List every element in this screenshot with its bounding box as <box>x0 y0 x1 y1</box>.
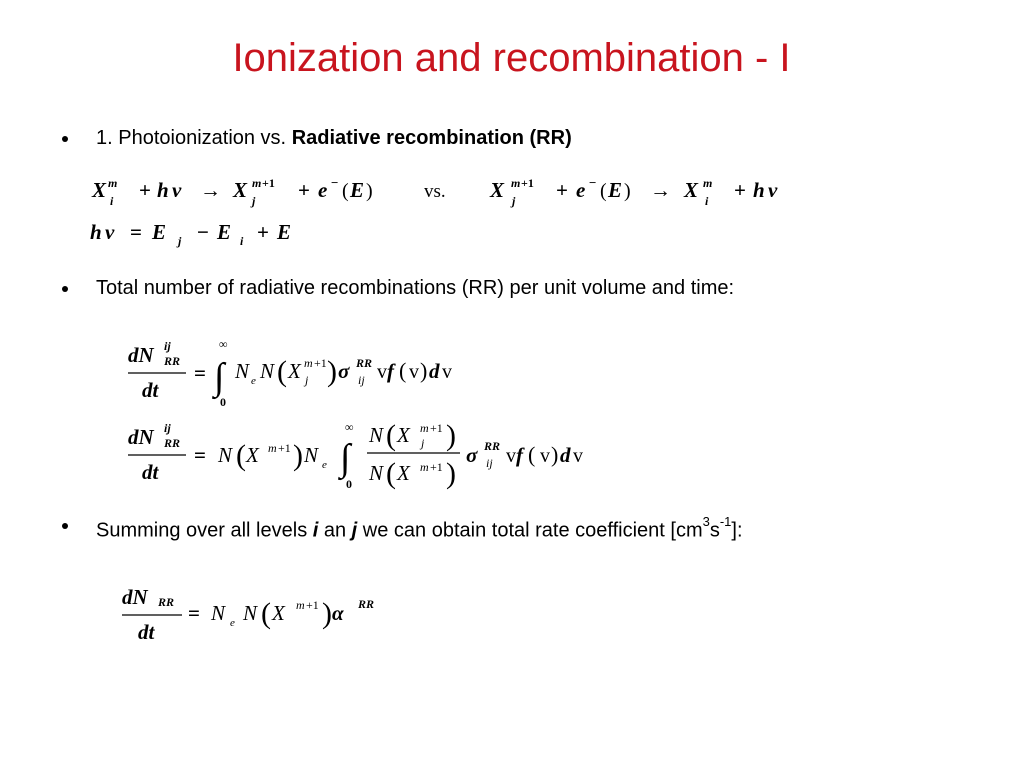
svg-text:m: m <box>420 421 429 435</box>
bullet-dot-icon <box>62 523 68 529</box>
svg-text:): ) <box>293 439 303 472</box>
svg-text:+1: +1 <box>430 460 443 474</box>
svg-text:X: X <box>92 178 107 202</box>
svg-text:): ) <box>322 597 332 630</box>
svg-text:(: ( <box>261 597 271 630</box>
svg-text:E: E <box>217 220 232 244</box>
svg-text:h: h <box>90 220 102 244</box>
svg-text:N: N <box>243 601 258 625</box>
svg-text:e: e <box>251 375 256 387</box>
svg-text:σ: σ <box>338 359 350 383</box>
equation-photoionization <box>86 165 816 255</box>
svg-text:m: m <box>252 176 262 190</box>
svg-text:m: m <box>703 176 713 190</box>
svg-text:dN: dN <box>128 343 154 367</box>
svg-text:−: − <box>589 175 597 190</box>
svg-text:f: f <box>516 443 523 467</box>
svg-text:j: j <box>305 373 309 387</box>
equation-total-rate <box>116 578 416 648</box>
svg-text:X: X <box>684 178 699 202</box>
svg-text:d: d <box>560 443 571 467</box>
svg-text:+: + <box>298 178 310 202</box>
svg-text:+: + <box>257 220 269 244</box>
bullet-3-sup2: -1 <box>719 514 732 529</box>
svg-text:∫: ∫ <box>214 356 225 398</box>
svg-text:j: j <box>512 194 516 208</box>
svg-text:(: ( <box>386 457 396 490</box>
svg-text:e: e <box>230 617 235 629</box>
svg-text:m: m <box>296 598 305 612</box>
svg-text:→: → <box>650 178 671 202</box>
svg-text:N: N <box>211 601 226 625</box>
svg-text:∞: ∞ <box>345 420 354 434</box>
bullet-3-part2: an <box>318 519 352 542</box>
svg-text:v: v <box>377 361 387 383</box>
svg-text:+: + <box>556 178 568 202</box>
svg-text:+1: +1 <box>521 176 534 190</box>
svg-text:(: ( <box>236 439 246 472</box>
svg-text:ij: ij <box>164 421 171 435</box>
svg-text:+: + <box>139 178 151 202</box>
svg-text:+1: +1 <box>262 176 275 190</box>
svg-text:(: ( <box>528 442 536 467</box>
svg-text:j: j <box>421 436 425 450</box>
bullet-1-bold: Radiative recombination (RR) <box>291 127 572 149</box>
bullet-dot-icon <box>62 136 68 142</box>
bullet-3-j: j <box>351 519 358 542</box>
svg-text:RR: RR <box>484 439 501 453</box>
svg-text:m: m <box>304 356 313 370</box>
svg-text:m: m <box>108 176 118 190</box>
svg-text:v: v <box>540 445 550 467</box>
svg-text:E: E <box>152 220 167 244</box>
svg-text:): ) <box>366 180 373 202</box>
svg-text:i: i <box>240 234 244 248</box>
svg-text:RR: RR <box>164 436 181 450</box>
svg-text:X: X <box>490 178 505 202</box>
svg-text:dt: dt <box>142 378 159 402</box>
svg-text:h: h <box>157 178 169 202</box>
svg-text:X: X <box>397 423 410 447</box>
svg-text:−: − <box>331 175 339 190</box>
bullet-1-text <box>96 126 572 150</box>
svg-text:dN: dN <box>128 425 154 449</box>
svg-text:E: E <box>350 178 365 202</box>
equation-rr-rate <box>120 334 640 500</box>
svg-text:f: f <box>387 359 394 383</box>
svg-text:RR: RR <box>158 595 175 609</box>
svg-text:−: − <box>197 220 209 244</box>
svg-text:N: N <box>304 443 319 467</box>
svg-text:∫: ∫ <box>340 437 351 479</box>
bullet-3-part3: we can obtain total rate coefficient [cm <box>357 519 703 542</box>
svg-text:=: = <box>130 220 142 244</box>
svg-text:(: ( <box>342 180 349 202</box>
svg-text:E: E <box>277 220 292 244</box>
svg-text:RR: RR <box>358 597 375 611</box>
svg-text:+1: +1 <box>430 421 443 435</box>
svg-text:dN: dN <box>122 585 148 609</box>
svg-text:j: j <box>178 234 182 248</box>
bullet-1-prefix: 1. Photoionization vs. <box>96 127 292 149</box>
svg-text:(: ( <box>386 419 396 452</box>
svg-text:RR: RR <box>356 356 373 370</box>
svg-text:ij: ij <box>164 339 171 353</box>
svg-text:N: N <box>260 359 275 383</box>
svg-text:): ) <box>446 419 456 452</box>
svg-text:→: → <box>200 178 221 202</box>
svg-text:E: E <box>608 178 623 202</box>
bullet-3-part4: s <box>709 519 720 542</box>
svg-text:ν: ν <box>768 178 778 202</box>
svg-text:d: d <box>429 359 440 383</box>
svg-text:∞: ∞ <box>219 337 228 351</box>
svg-text:=: = <box>194 361 206 385</box>
svg-text:=: = <box>194 443 206 467</box>
svg-text:+1: +1 <box>306 598 319 612</box>
svg-text:X: X <box>397 461 410 485</box>
svg-text:X: X <box>288 359 301 383</box>
svg-text:N: N <box>218 443 233 467</box>
svg-text:=: = <box>188 601 200 625</box>
bullet-3-part1: Summing over all levels <box>96 519 313 542</box>
svg-text:v: v <box>506 445 516 467</box>
svg-text:0: 0 <box>346 477 352 491</box>
svg-text:0: 0 <box>220 395 226 409</box>
bullet-3-part5: ]: <box>731 519 743 542</box>
svg-text:j: j <box>252 194 256 208</box>
svg-text:h: h <box>753 178 765 202</box>
vs-label: vs. <box>424 181 446 202</box>
svg-text:+1: +1 <box>278 441 291 455</box>
svg-text:RR: RR <box>164 354 181 368</box>
svg-text:(: ( <box>600 180 607 202</box>
svg-text:m: m <box>511 176 521 190</box>
slide-title: Ionization and recombination - I <box>232 36 791 80</box>
svg-text:i: i <box>705 194 709 208</box>
bullet-3-sup1: 3 <box>702 514 710 529</box>
svg-text:dt: dt <box>142 460 159 484</box>
svg-text:α: α <box>332 601 344 625</box>
svg-text:ν: ν <box>105 220 115 244</box>
svg-text:m: m <box>420 460 429 474</box>
svg-text:(: ( <box>399 358 407 383</box>
svg-text:+: + <box>734 178 746 202</box>
svg-text:(: ( <box>277 355 287 388</box>
svg-text:): ) <box>446 457 456 490</box>
svg-text:e: e <box>322 459 327 471</box>
bullet-2-text: Total number of radiative recombinations (RR) per unit volume and time: <box>96 277 735 299</box>
svg-text:v: v <box>573 445 583 467</box>
svg-text:): ) <box>551 442 559 467</box>
bullet-dot-icon <box>62 286 68 292</box>
svg-text:+1: +1 <box>314 356 327 370</box>
svg-text:): ) <box>327 355 337 388</box>
svg-text:ij: ij <box>486 456 493 470</box>
svg-text:e: e <box>576 178 586 202</box>
svg-text:N: N <box>369 461 384 485</box>
svg-text:m: m <box>268 441 277 455</box>
svg-text:e: e <box>318 178 328 202</box>
bullet-3-text <box>96 513 743 543</box>
svg-text:X: X <box>246 443 259 467</box>
svg-text:): ) <box>624 180 631 202</box>
svg-text:): ) <box>420 358 428 383</box>
svg-text:dt: dt <box>138 620 155 644</box>
svg-text:N: N <box>235 359 250 383</box>
svg-text:X: X <box>272 601 285 625</box>
svg-text:σ: σ <box>466 443 478 467</box>
svg-text:ν: ν <box>172 178 182 202</box>
svg-text:ij: ij <box>358 373 365 387</box>
svg-text:X: X <box>233 178 248 202</box>
bullet-3-i: i <box>312 519 319 542</box>
svg-text:N: N <box>369 423 384 447</box>
svg-text:v: v <box>442 361 452 383</box>
svg-text:v: v <box>409 361 419 383</box>
svg-text:i: i <box>110 194 114 208</box>
